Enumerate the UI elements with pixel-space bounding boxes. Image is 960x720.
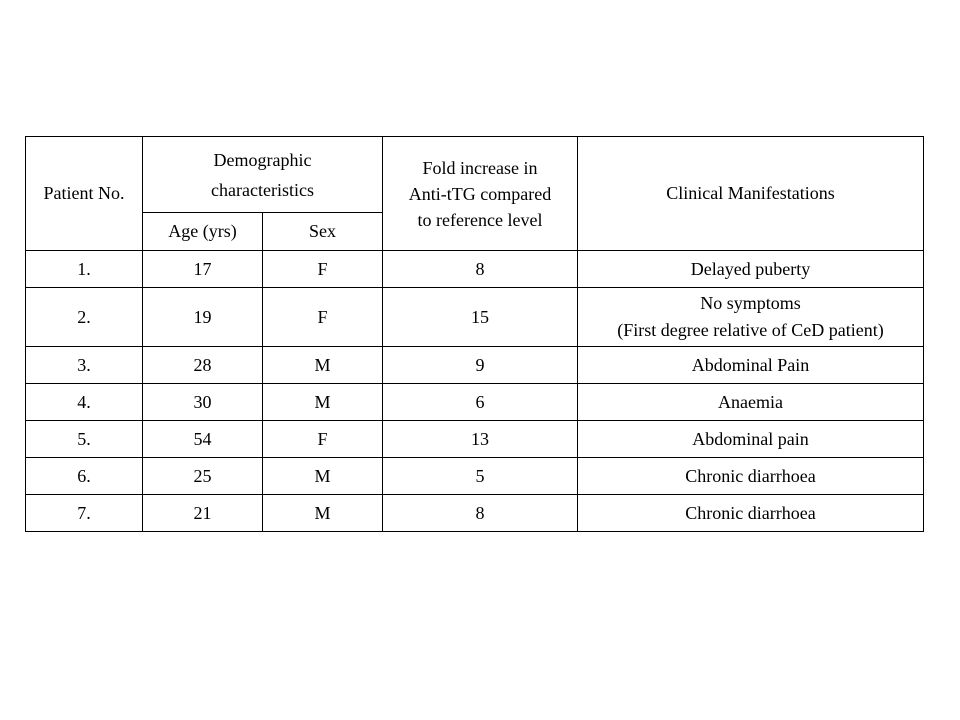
header-demographic-line1: Demographic [213, 149, 312, 170]
cell-patient-no: 5. [26, 421, 143, 458]
cell-sex: F [263, 251, 383, 288]
cell-fold-increase: 15 [383, 288, 578, 347]
cell-age: 30 [143, 384, 263, 421]
cell-age: 25 [143, 458, 263, 495]
cell-clinical-manifestation: Chronic diarrhoea [578, 495, 924, 532]
header-row-top [26, 137, 924, 213]
cell-sex: F [263, 421, 383, 458]
cell-clinical-manifestation: Abdominal Pain [578, 347, 924, 384]
cell-fold-increase: 8 [383, 251, 578, 288]
header-age: Age (yrs) [143, 213, 263, 251]
cell-age: 28 [143, 347, 263, 384]
cell-age: 17 [143, 251, 263, 288]
cell-age: 19 [143, 288, 263, 347]
header-fold-line2: Anti-tTG compared [408, 183, 552, 204]
cell-clinical-manifestation: Anaemia [578, 384, 924, 421]
cell-fold-increase: 9 [383, 347, 578, 384]
cell-clinical-manifestation: Chronic diarrhoea [578, 458, 924, 495]
cell-patient-no: 3. [26, 347, 143, 384]
cell-sex: M [263, 495, 383, 532]
cell-fold-increase: 8 [383, 495, 578, 532]
header-fold-line3: to reference level [417, 209, 543, 230]
table-row [26, 347, 924, 384]
table-header [26, 137, 924, 251]
cell-sex: M [263, 458, 383, 495]
cell-patient-no: 7. [26, 495, 143, 532]
table-row [26, 458, 924, 495]
cell-age: 21 [143, 495, 263, 532]
cell-sex: M [263, 384, 383, 421]
cell-fold-increase: 5 [383, 458, 578, 495]
cell-sex: M [263, 347, 383, 384]
manifestation-note: (First degree relative of CeD patient) [617, 320, 884, 340]
manifestation-text: No symptoms [700, 293, 801, 313]
cell-clinical-manifestation: Delayed puberty [578, 251, 924, 288]
cell-patient-no: 6. [26, 458, 143, 495]
cell-fold-increase: 6 [383, 384, 578, 421]
cell-clinical-manifestation [578, 288, 924, 347]
header-demographic-line2: characteristics [211, 179, 314, 200]
cell-fold-increase: 13 [383, 421, 578, 458]
table-row [26, 251, 924, 288]
header-fold-line1: Fold increase in [422, 157, 538, 178]
table-row [26, 288, 924, 347]
table-row [26, 421, 924, 458]
header-clinical-manifestations: Clinical Manifestations [578, 137, 924, 251]
header-patient-no: Patient No. [26, 137, 143, 251]
patient-table [25, 136, 924, 532]
cell-age: 54 [143, 421, 263, 458]
header-demographic [143, 137, 383, 213]
table-body [26, 251, 924, 532]
cell-patient-no: 1. [26, 251, 143, 288]
table-row [26, 495, 924, 532]
header-sex: Sex [263, 213, 383, 251]
cell-patient-no: 4. [26, 384, 143, 421]
cell-clinical-manifestation: Abdominal pain [578, 421, 924, 458]
header-fold-increase [383, 137, 578, 251]
cell-sex: F [263, 288, 383, 347]
cell-patient-no: 2. [26, 288, 143, 347]
table-row [26, 384, 924, 421]
